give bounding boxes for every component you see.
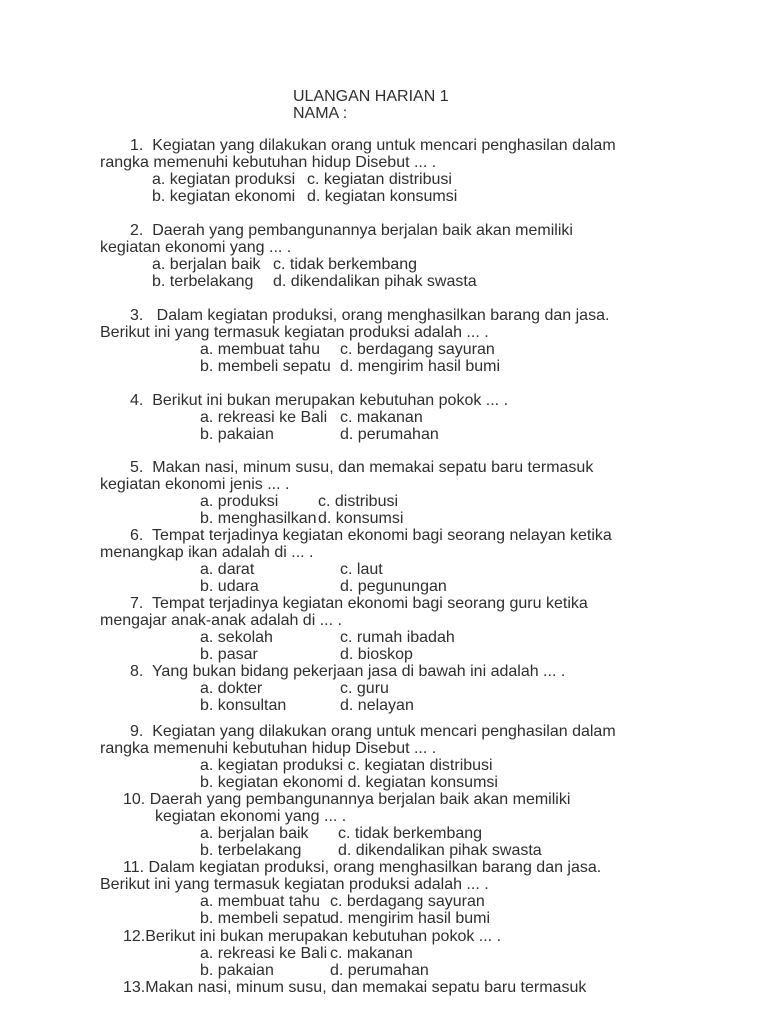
question-text: 8. Yang bukan bidang pekerjaan jasa di bawah ini adalah ... . <box>130 663 566 680</box>
option-a: a. berjalan baik <box>200 825 309 842</box>
page-title: ULANGAN HARIAN 1 <box>293 88 449 105</box>
option-a: a. sekolah <box>200 629 273 646</box>
option-d: d. kegiatan konsumsi <box>307 188 458 205</box>
option-b: b. pasar <box>200 646 258 663</box>
question-text-wrap: kegiatan ekonomi yang ... . <box>155 808 347 825</box>
question-text: 2. Daerah yang pembangunannya berjalan baik akan memiliki <box>130 222 573 239</box>
option-a: a. produksi <box>200 493 279 510</box>
option-b: b. pakaian <box>200 426 274 443</box>
question-text-wrap: kegiatan ekonomi jenis ... . <box>100 476 290 493</box>
option-d: d. perumahan <box>330 962 429 979</box>
option-d: d. mengirim hasil bumi <box>330 910 491 927</box>
option-c: c. berdagang sayuran <box>340 341 495 358</box>
question-text: 5. Makan nasi, minum susu, dan memakai sepatu baru termasuk <box>130 459 594 476</box>
option-b: b. terbelakang <box>152 273 254 290</box>
question-text-wrap: Berikut ini yang termasuk kegiatan produksi adalah ... . <box>100 324 489 341</box>
option-a: a. rekreasi ke Bali <box>200 945 328 962</box>
option-a: a. dokter <box>200 680 263 697</box>
option-b: b. membeli sepatu <box>200 910 331 927</box>
option-a: a. membuat tahu <box>200 893 321 910</box>
option-c: c. makanan <box>340 409 423 426</box>
option-b-d: b. kegiatan ekonomi d. kegiatan konsumsi <box>200 774 498 791</box>
option-d: d. mengirim hasil bumi <box>340 358 501 375</box>
option-a-c: a. kegiatan produksi c. kegiatan distribusi <box>200 757 493 774</box>
question-text: 4. Berikut ini bukan merupakan kebutuhan pokok ... . <box>130 392 509 409</box>
option-a: a. kegiatan produksi <box>152 171 296 188</box>
question-text: 3. Dalam kegiatan produksi, orang menghasilkan barang dan jasa. <box>130 307 610 324</box>
question-text-wrap: Berikut ini yang termasuk kegiatan produksi adalah ... . <box>100 876 489 893</box>
option-b: b. konsultan <box>200 697 287 714</box>
option-b: b. menghasilkan <box>200 510 317 527</box>
question-text: 6. Tempat terjadinya kegiatan ekonomi bagi seorang nelayan ketika <box>130 527 612 544</box>
question-text: 9. Kegiatan yang dilakukan orang untuk mencari penghasilan dalam <box>130 723 616 740</box>
question-text: 12.Berikut ini bukan merupakan kebutuhan pokok ... . <box>123 928 502 945</box>
option-d: d. konsumsi <box>318 510 404 527</box>
option-a: a. membuat tahu <box>200 341 321 358</box>
option-d: d. dikendalikan pihak swasta <box>338 842 542 859</box>
option-d: d. pegunungan <box>340 578 447 595</box>
option-c: c. makanan <box>330 945 413 962</box>
question-text: 13.Makan nasi, minum susu, dan memakai sepatu baru termasuk <box>123 979 587 996</box>
question-text: 10. Daerah yang pembangunannya berjalan baik akan memiliki <box>123 791 571 808</box>
question-text-wrap: mengajar anak-anak adalah di ... . <box>100 612 342 629</box>
option-b: b. terbelakang <box>200 842 302 859</box>
option-c: c. distribusi <box>318 493 399 510</box>
question-text-wrap: rangka memenuhi kebutuhan hidup Disebut ... . <box>100 154 437 171</box>
option-d: d. dikendalikan pihak swasta <box>273 273 477 290</box>
question-text-wrap: menangkap ikan adalah di ... . <box>100 544 314 561</box>
question-text-wrap: rangka memenuhi kebutuhan hidup Disebut ... . <box>100 740 437 757</box>
option-c: c. laut <box>340 561 383 578</box>
option-b: b. udara <box>200 578 259 595</box>
question-text: 1. Kegiatan yang dilakukan orang untuk mencari penghasilan dalam <box>130 137 616 154</box>
option-c: c. kegiatan distribusi <box>307 171 452 188</box>
option-c: c. tidak berkembang <box>273 256 418 273</box>
option-c: c. tidak berkembang <box>338 825 483 842</box>
option-a: a. berjalan baik <box>152 256 261 273</box>
option-d: d. perumahan <box>340 426 439 443</box>
option-b: b. pakaian <box>200 962 274 979</box>
question-text: 11. Dalam kegiatan produksi, orang menghasilkan barang dan jasa. <box>123 859 602 876</box>
option-b: b. membeli sepatu <box>200 358 331 375</box>
option-a: a. rekreasi ke Bali <box>200 409 328 426</box>
option-a: a. darat <box>200 561 255 578</box>
option-d: d. nelayan <box>340 697 414 714</box>
option-c: c. berdagang sayuran <box>330 893 485 910</box>
option-c: c. rumah ibadah <box>340 629 455 646</box>
name-label: NAMA : <box>293 105 348 122</box>
option-d: d. bioskop <box>340 646 413 663</box>
question-text-wrap: kegiatan ekonomi yang ... . <box>100 239 292 256</box>
question-text: 7. Tempat terjadinya kegiatan ekonomi bagi seorang guru ketika <box>130 595 588 612</box>
option-c: c. guru <box>340 680 389 697</box>
option-b: b. kegiatan ekonomi <box>152 188 296 205</box>
